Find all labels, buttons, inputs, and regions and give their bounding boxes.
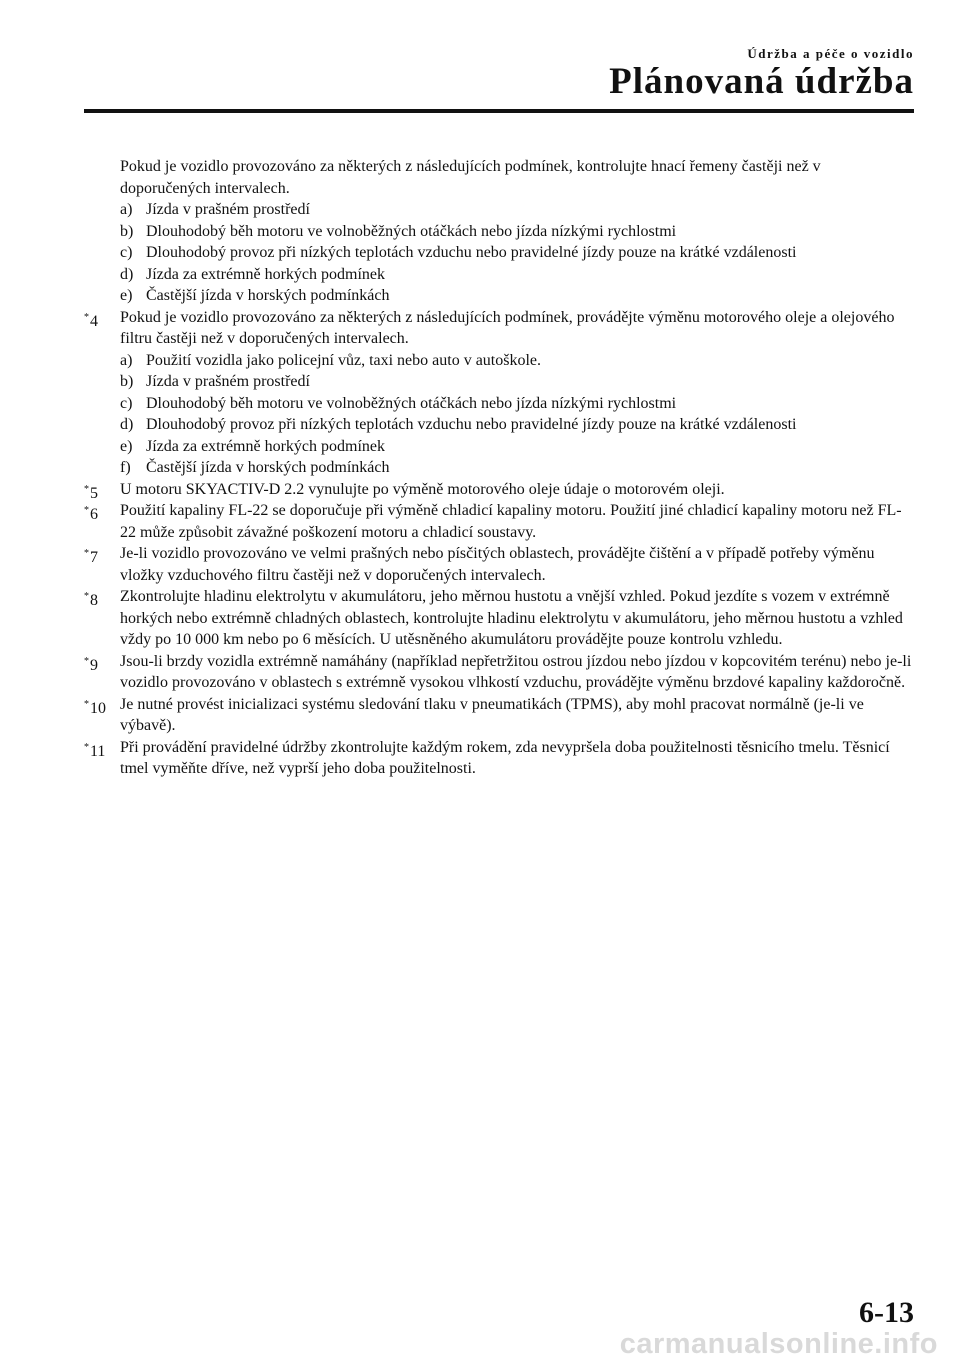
condition-item	[120, 264, 914, 286]
footnote-star: *	[84, 741, 89, 753]
footnote-text: Je-li vozidlo provozováno ve velmi prašných nebo písčitých oblastech, provádějte čištění a v případě potřeby výměnu vložky vzduchového filtru častěji než v doporučených intervalech.	[120, 545, 875, 584]
intro-paragraph: Pokud je vozidlo provozováno za některých z následujících podmínek, kontrolujte hnací řemeny častěji než v doporučených intervalech.	[120, 158, 821, 197]
condition-item	[120, 242, 914, 264]
footnote-4-condition-list	[84, 350, 914, 479]
footnote-text: U motoru SKYACTIV-D 2.2 vynulujte po výměně motorového oleje údaje o motorovém oleji.	[120, 480, 725, 498]
footnote-star: *	[84, 505, 89, 516]
condition-letter: b)	[120, 373, 134, 390]
footnote-marker	[84, 694, 106, 720]
footnote-star: *	[84, 591, 89, 602]
condition-item	[120, 414, 914, 436]
condition-item	[120, 436, 914, 458]
footnote-star: *	[84, 548, 89, 559]
condition-letter: c)	[120, 394, 133, 412]
condition-item	[120, 393, 914, 415]
footnote-marker	[84, 500, 98, 526]
condition-item	[120, 457, 914, 479]
condition-text: Použití vozidla jako policejní vůz, taxi nebo auto v autoškole.	[146, 351, 542, 369]
condition-item	[120, 285, 914, 307]
footnote-marker	[84, 651, 98, 677]
footnote-number: 11	[90, 742, 106, 760]
footnote-text: Použití kapaliny FL-22 se doporučuje při výměně chladicí kapaliny motoru. Použití jiné chladicí kapaliny motoru než FL-22 může způsobit závažné poškození motoru a chladicí soustavy.	[120, 502, 902, 541]
condition-letter: a)	[120, 351, 133, 369]
condition-text: Častější jízda v horských podmínkách	[146, 287, 390, 304]
footnote-number: 7	[90, 549, 98, 566]
footnote-number: 5	[90, 484, 98, 502]
footnote-text: Zkontrolujte hladinu elektrolytu v akumulátoru, jeho měrnou hustotu a vnější vzhled. Pokud jezdíte s vozem v extrémně horkých nebo extrémně chladných oblastech, kontrolujte hladinu elektrolytu v akumulátoru, jeho měrnou hustotu a vzhled vždy po 10 000 km nebo po 6 měsících. U utěsněného akumulátoru provádějte pouze kontrolu vzhledu.	[120, 588, 903, 648]
footnote-star: *	[84, 483, 89, 495]
condition-letter: f)	[120, 459, 131, 476]
condition-letter: e)	[120, 287, 133, 304]
condition-text: Jízda za extrémně horkých podmínek	[146, 437, 386, 455]
condition-text: Dlouhodobý běh motoru ve volnoběžných otáčkách nebo jízda nízkými rychlostmi	[146, 222, 677, 240]
condition-text: Dlouhodobý provoz při nízkých teplotách vzduchu nebo pravidelné jízdy pouze na krátké vzdálenosti	[146, 416, 797, 433]
footnote-number: 4	[90, 312, 98, 330]
footnote-7	[84, 543, 914, 586]
page-title: Plánovaná údržba	[609, 61, 914, 102]
condition-text: Jízda za extrémně horkých podmínek	[146, 265, 386, 283]
condition-item	[120, 371, 914, 393]
footnote-marker	[84, 307, 98, 333]
footnote-marker	[84, 543, 98, 569]
condition-text: Častější jízda v horských podmínkách	[146, 459, 390, 476]
footnote-text: Při provádění pravidelné údržby zkontrolujte každým rokem, zda nevypršela doba použitelnosti těsnicího tmelu. Těsnicí tmel vyměňte dříve, než vyprší jeho doba použitelnosti.	[120, 738, 890, 777]
condition-item	[120, 199, 914, 221]
condition-text: Dlouhodobý provoz při nízkých teplotách vzduchu nebo pravidelné jízdy pouze na krátké vzdálenosti	[146, 244, 797, 261]
intro-condition-list	[84, 199, 914, 307]
condition-item	[120, 221, 914, 243]
footnote-text: Je nutné provést inicializaci systému sledování tlaku v pneumatikách (TPMS), aby mohl pracovat normálně (je-li ve výbavě).	[120, 695, 864, 734]
header-divider	[84, 109, 914, 113]
condition-text: Dlouhodobý běh motoru ve volnoběžných otáčkách nebo jízda nízkými rychlostmi	[146, 394, 677, 412]
footnote-6	[84, 500, 914, 543]
watermark-logo: carmanualsonline.info	[619, 1328, 938, 1360]
footnote-number: 6	[90, 506, 98, 523]
footnote-text: Pokud je vozidlo provozováno za některých z následujících podmínek, provádějte výměnu motorového oleje a olejového filtru častěji než v doporučených intervalech.	[120, 308, 895, 347]
condition-text: Jízda v prašném prostředí	[146, 373, 310, 390]
page-number: 6-13	[859, 1296, 914, 1329]
condition-letter: d)	[120, 416, 134, 433]
condition-text: Jízda v prašném prostředí	[146, 201, 310, 218]
footnote-4	[84, 307, 914, 350]
footnote-5	[84, 479, 914, 501]
footnote-marker	[84, 737, 105, 763]
footnote-text: Jsou-li brzdy vozidla extrémně namáhány (například nepřetržitou ostrou jízdou nebo jízdou v kopcovitém terénu) nebo je-li vozidlo provozováno v oblastech s extrémně vysokou vlhkostí vzduchu, provádějte výměnu brzdové kapaliny každoročně.	[120, 652, 912, 691]
condition-letter: e)	[120, 437, 133, 455]
section-title: Údržba a péče o vozidlo	[747, 46, 914, 61]
condition-letter: d)	[120, 265, 134, 283]
condition-item	[120, 350, 914, 372]
footnote-number: 9	[90, 656, 98, 674]
condition-letter: c)	[120, 244, 133, 261]
footnote-9	[84, 651, 914, 694]
footnote-8	[84, 586, 914, 651]
condition-letter: a)	[120, 201, 133, 218]
footnote-11	[84, 737, 914, 780]
footnote-number: 10	[90, 699, 106, 717]
footnote-star: *	[84, 698, 89, 710]
footnote-10	[84, 694, 914, 737]
condition-letter: b)	[120, 222, 134, 240]
footnote-star: *	[84, 655, 89, 667]
footnote-star: *	[84, 311, 89, 323]
footnote-marker	[84, 586, 98, 612]
page-content	[84, 156, 914, 780]
footnote-number: 8	[90, 592, 98, 609]
